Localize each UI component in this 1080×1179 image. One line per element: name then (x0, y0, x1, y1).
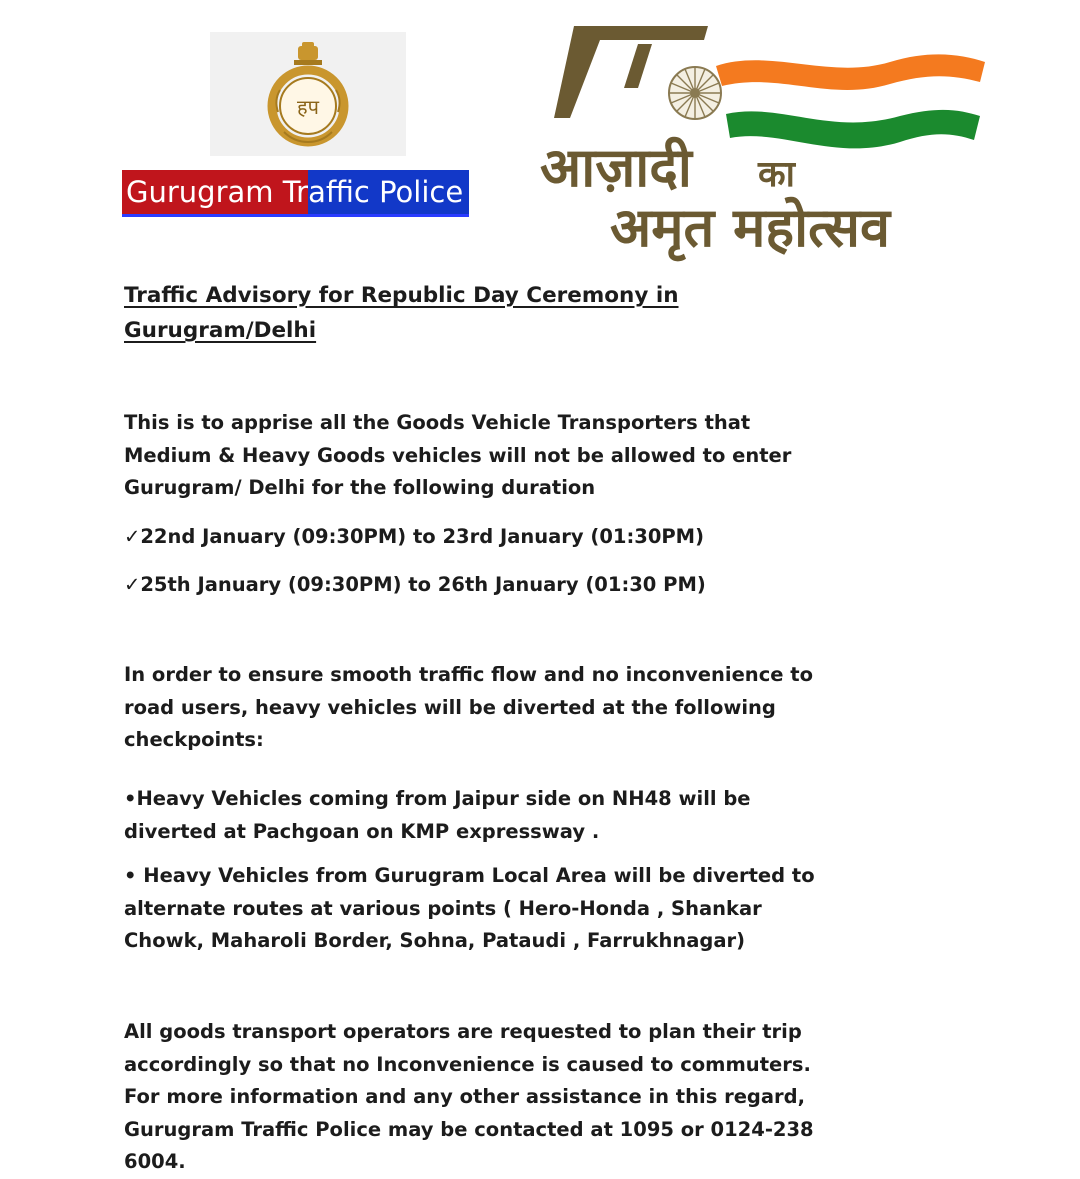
department-name-part1: Gurugram Tr (122, 170, 308, 214)
duration-item-1: ✓22nd January (09:30PM) to 23rd January (01:30PM) (124, 525, 704, 548)
diversion-intro-paragraph: In order to ensure smooth traffic flow and no inconvenience to road users, heavy vehicles will be diverted at the following checkpoints: (124, 663, 813, 751)
logo-text-amrit-mahotsav: अमृत महोत्सव (610, 196, 891, 259)
logo-text-azadi: आज़ादी (540, 136, 692, 199)
emblem-text: हप (297, 95, 319, 119)
diversion-item-1: •Heavy Vehicles coming from Jaipur side on NH48 will be diverted at Pachgoan on KMP expressway . (124, 787, 751, 843)
azadi-ka-amrit-mahotsav-logo (530, 18, 1050, 268)
advisory-title: Traffic Advisory for Republic Day Ceremony in Gurugram/Delhi (124, 283, 679, 343)
police-emblem-icon (258, 40, 358, 150)
police-emblem (210, 32, 406, 156)
ashoka-chakra-icon (669, 67, 721, 119)
intro-paragraph: This is to apprise all the Goods Vehicle Transporters that Medium & Heavy Goods vehicles will not be allowed to enter Gurugram/ Delhi for the following duration (124, 411, 792, 499)
closing-paragraph: All goods transport operators are requested to plan their trip accordingly so that no Inconvenience is caused to commuters. For more information and any other assistance in this regard, Gurugram Traffic Police may be contacted at 1095 or 0124-238 6004. (124, 1020, 814, 1173)
diversion-item-2: • Heavy Vehicles from Gurugram Local Area will be diverted to alternate routes at various points ( Hero-Honda , Shankar Chowk, Maharoli Border, Sohna, Pataudi , Farrukhnagar) (124, 864, 815, 952)
duration-item-2: ✓25th January (09:30PM) to 26th January (01:30 PM) (124, 573, 706, 596)
department-name-part2: affic Police (308, 170, 469, 214)
tricolour-flag-icon (716, 54, 985, 148)
department-banner (122, 170, 469, 217)
logo-text-ka: का (758, 154, 795, 195)
